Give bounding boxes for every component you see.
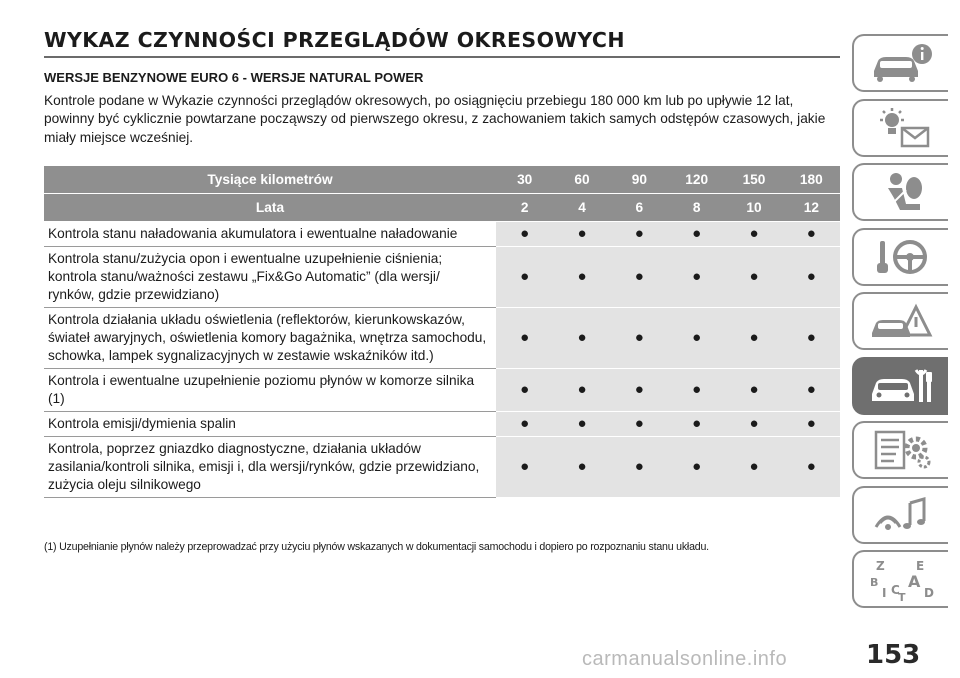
index-letter: I <box>882 586 887 600</box>
interval-marker: ● <box>496 369 553 412</box>
header-years-value: 4 <box>553 194 610 222</box>
check-description: Kontrola i ewentualne uzupełnienie poziomu płynów w komorze silnika (1) <box>44 369 496 412</box>
check-description: Kontrola stanu naładowania akumulatora i ewentualne naładowanie <box>44 222 496 247</box>
maintenance-schedule-table <box>44 166 840 498</box>
multimedia-icon <box>866 493 936 537</box>
intro-paragraph: Kontrole podane w Wykazie czynności przeglądów okresowych, po osiągnięciu przebiegu 180 000 km lub po upływie 12 lat, powinny być cyklicznie powtarzane począwszy od pierwszego okresu, z zachowaniem takich samych odstępów czasowych, jakie miały miejsce wcześniej. <box>44 93 826 145</box>
check-description: Kontrola emisji/dymienia spalin <box>44 412 496 437</box>
alphabetical-index-icon <box>866 557 936 601</box>
interval-marker: ● <box>553 412 610 437</box>
interval-marker: ● <box>783 247 840 308</box>
interval-marker: ● <box>668 308 725 369</box>
interval-marker: ● <box>668 437 725 498</box>
interval-marker: ● <box>725 247 782 308</box>
header-km-value: 30 <box>496 166 553 194</box>
interval-marker: ● <box>496 247 553 308</box>
interval-marker: ● <box>725 369 782 412</box>
header-km-value: 150 <box>725 166 782 194</box>
interval-marker: ● <box>783 412 840 437</box>
interval-marker: ● <box>496 437 553 498</box>
interval-marker: ● <box>668 412 725 437</box>
interval-marker: ● <box>553 369 610 412</box>
page-subtitle: WERSJE BENZYNOWE EURO 6 - WERSJE NATURAL POWER <box>44 70 424 85</box>
footnote: (1) Uzupełnianie płynów należy przeprowadzać przy użyciu płynów wskazanych w dokumentacji samochodu i dopiero po rozpoznaniu stanu układu. <box>44 541 709 553</box>
header-row-years <box>44 194 840 222</box>
interval-marker: ● <box>783 308 840 369</box>
interval-marker: ● <box>783 369 840 412</box>
index-letter: E <box>916 559 925 573</box>
table-row <box>44 222 840 247</box>
interval-marker: ● <box>611 222 668 247</box>
header-km-value: 90 <box>611 166 668 194</box>
interval-marker: ● <box>668 222 725 247</box>
index-letter: T <box>898 591 906 601</box>
interval-marker: ● <box>496 412 553 437</box>
interval-marker: ● <box>668 247 725 308</box>
header-km-label: Tysiące kilometrów <box>44 166 496 194</box>
header-km-value: 180 <box>783 166 840 194</box>
table-row <box>44 412 840 437</box>
watermark: carmanualsonline.info <box>582 648 788 670</box>
table-row <box>44 369 840 412</box>
index-letter: C <box>891 583 900 597</box>
table-row <box>44 437 840 498</box>
interval-marker: ● <box>668 369 725 412</box>
interval-marker: ● <box>496 222 553 247</box>
interval-marker: ● <box>611 437 668 498</box>
header-km-value: 120 <box>668 166 725 194</box>
chapter-tab-index[interactable] <box>852 550 948 608</box>
header-row-km <box>44 166 840 194</box>
index-letter: D <box>924 586 934 600</box>
interval-marker: ● <box>725 222 782 247</box>
interval-marker: ● <box>611 412 668 437</box>
interval-marker: ● <box>783 222 840 247</box>
emergency-car-icon <box>866 299 936 343</box>
chapter-tab-maintenance[interactable] <box>852 357 948 415</box>
header-years-value: 6 <box>611 194 668 222</box>
header-km-value: 60 <box>553 166 610 194</box>
airbag-seat-icon <box>866 170 936 214</box>
header-years-value: 10 <box>725 194 782 222</box>
warning-lights-icon <box>866 106 936 150</box>
chapter-tab-car-info[interactable] <box>852 34 948 92</box>
chapter-tab-multimedia[interactable] <box>852 486 948 544</box>
table-row <box>44 247 840 308</box>
chapter-tab-airbag-seat[interactable] <box>852 163 948 221</box>
interval-marker: ● <box>553 437 610 498</box>
interval-marker: ● <box>725 412 782 437</box>
interval-marker: ● <box>496 308 553 369</box>
index-letter: B <box>870 576 879 589</box>
check-description: Kontrola stanu/zużycia opon i ewentualne uzupełnienie ciśnienia; kontrola stanu/ważności zestawu „Fix&Go Automatic” (dla wersji/ rynków, gdzie przewidziano) <box>44 247 496 308</box>
interval-marker: ● <box>553 222 610 247</box>
index-letter: Z <box>876 559 885 573</box>
interval-marker: ● <box>611 308 668 369</box>
car-maintenance-icon <box>866 364 936 408</box>
page-title: WYKAZ CZYNNOŚCI PRZEGLĄDÓW OKRESOWYCH <box>44 28 840 58</box>
chapter-tab-emergency[interactable] <box>852 292 948 350</box>
interval-marker: ● <box>725 308 782 369</box>
header-years-value: 12 <box>783 194 840 222</box>
interval-marker: ● <box>553 308 610 369</box>
steering-key-icon <box>866 235 936 279</box>
chapter-tab-specs[interactable] <box>852 421 948 479</box>
interval-marker: ● <box>725 437 782 498</box>
header-years-value: 8 <box>668 194 725 222</box>
chapter-tabs-sidebar <box>852 34 948 615</box>
interval-marker: ● <box>611 247 668 308</box>
car-info-icon <box>866 41 936 85</box>
index-letter: A <box>908 572 921 591</box>
table-row <box>44 308 840 369</box>
chapter-tab-warning-lights[interactable] <box>852 99 948 157</box>
interval-marker: ● <box>783 437 840 498</box>
header-years-value: 2 <box>496 194 553 222</box>
check-description: Kontrola działania układu oświetlenia (reflektorów, kierunkowskazów, świateł awaryjnych, oświetlenia komory bagażnika, wnętrza samochodu, schowka, lampek sygnalizacyjnych w zestawie wskaźników itd.) <box>44 308 496 369</box>
specs-gear-icon <box>866 428 936 472</box>
chapter-tab-steering[interactable] <box>852 228 948 286</box>
interval-marker: ● <box>553 247 610 308</box>
header-years-label: Lata <box>44 194 496 222</box>
check-description: Kontrola, poprzez gniazdko diagnostyczne, działania układów zasilania/kontroli silnika, emisji i, dla wersji/rynków, gdzie przewidziano, zużycia oleju silnikowego <box>44 437 496 498</box>
interval-marker: ● <box>611 369 668 412</box>
page-number: 153 <box>866 640 921 670</box>
